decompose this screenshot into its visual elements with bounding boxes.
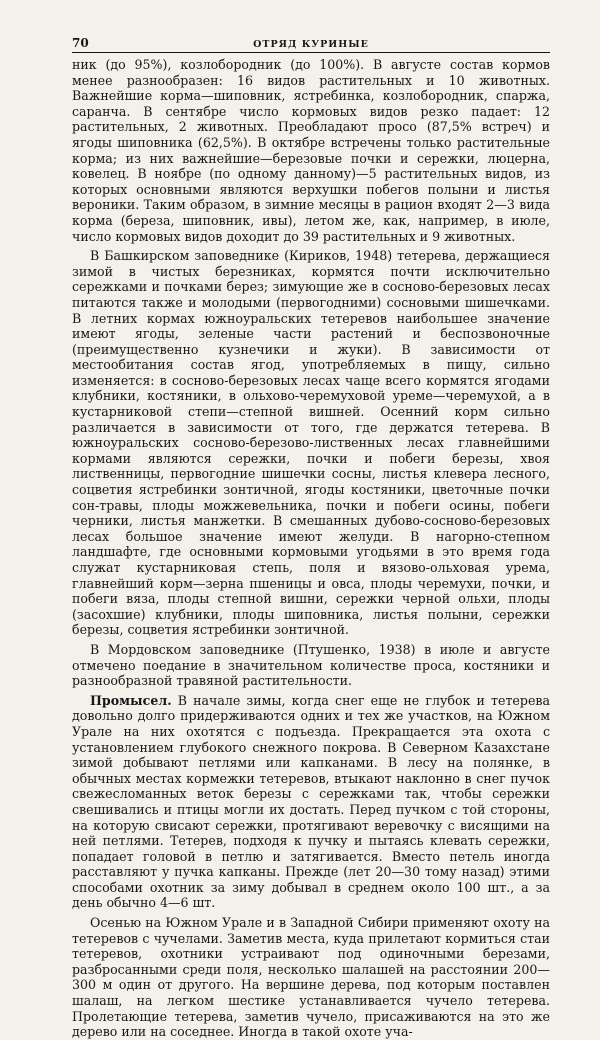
paragraph-text: В Мордовском заповеднике (Птушенко, 1938) в июле и августе отмечено поедание в значительном количестве проса, костяники и разнообразной травяной растительности. bbox=[72, 641, 550, 689]
paragraph-text: ник (до 95%), козлобородник (до 100%). В августе состав кормов менее разнообразен: 16 видов растительных и 10 животных. Важнейшие корма—шиповник, ястребинка, козлобородник, спаржа, саранча. В сентябре число кормовых видов резко падает: 12 растительных, 2 животных. Преобладают просо (87,5% встреч) и ягоды шиповника (62,5%). В октябре встречены только растительные корма; из них важнейшие—березовые почки и сережки, люцерна, ковелец. В ноябре (по одному данному)—5 растительных видов, из которых основными являются верхушки побегов полыни и листья вероники. Таким образом, в зимние месяцы в рацион входят 2—3 вида корма (береза, шиповник, ивы), летом же, как, например, в июле, число кормовых видов доходит до 39 растительных и 9 животных. bbox=[72, 57, 550, 244]
body-text bbox=[72, 57, 550, 1040]
running-title: ОТРЯД КУРИНЫЕ bbox=[253, 39, 369, 50]
page-header bbox=[72, 36, 550, 53]
paragraph-text: Осенью на Южном Урале и в Западной Сибири применяют охоту на тетеревов с чучелами. Заметив места, куда прилетают кормиться стаи тетеревов, охотники устраивают под одиночными березами, разбросанными среди поля, несколько шалашей на расстоянии 200—300 м один от другого. На вершине дерева, под которым поставлен шалаш, на легком шестике устанавливается чучело тетерева. Пролетающие тетерева, заметив чучело, присаживаются на это же дерево или на соседнее. Иногда в такой охоте уча- bbox=[72, 915, 550, 1040]
paragraph-mordovia-reserve bbox=[72, 642, 550, 689]
paragraph-text: В начале зимы, когда снег еще не глубок и тетерева довольно долго придерживаются одних и тех же участков, на Южном Урале на них охотятся с подъезда. Прекращается эта охота с установлением глубокого снежного покрова. В Северном Казахстане зимой добывают петлями или капканами. В лесу на полянке, в обычных местах кормежки тетеревов, втыкают наклонно в снег пучок свежесломанных веток березы с сережками так, чтобы сережки свешивались и птицы могли их достать. Перед пучком с той стороны, на которую свисают сережки, протягивают веревочку с висящими на ней петлями. Тетерев, подходя к пучку и пытаясь клевать сережки, попадает головой в петлю и затягивается. Вместо петель иногда расставляют у пучка капканы. Прежде (лет 20—30 тому назад) этими способами охотник за зиму добывал в среднем около 100 шт., а за день обычно 4—6 шт. bbox=[72, 692, 550, 911]
paragraph-text: В Башкирском заповеднике (Кириков, 1948) тетерева, держащиеся зимой в чистых березниках, кормятся почти исключительно сережками и почками берез; зимующие же в сосново-березовых лесах питаются также и молодыми (первогодними) сосновыми шишечками. В летних кормах южноуральских тетеревов наибольшее значение имеют ягоды, зеленые части растений и беспозвоночные (преимущественно кузнечики и жуки). В зависимости от местообитания состав ягод, употребляемых в пищу, сильно изменяется: в сосново-березовых лесах чаще всего кормятся ягодами клубники, костяники, в ольхово-черемуховой уреме—черемухой, а в кустарниковой степи—степной вишней. Осенний корм сильно различается в зависимости от того, где держатся тетерева. В южноуральских сосново-березово-лиственных лесах главнейшими кормами являются сережки, почки и побеги березы, хвоя лиственницы, первогодние шишечки сосны, листья клевера лесного, соцветия ястребинки зонтичной, ягоды костяники, цветочные почки сон-травы, плоды можжевельника, почки и побеги осины, побеги черники, листья манжетки. В смешанных дубово-сосново-березовых лесах большое значение имеют желуди. В нагорно-степном ландшафте, где основными кормовыми угодьями в это время года служат кустарниковая степь, поля и вязово-ольховая урема, главнейший корм—зерна пшеницы и овса, плоды черемухи, почки, и побеги вяза, плоды степной вишни, сережки черной ольхи, плоды (засохшие) клубники, плоды шиповника, листья полыни, сережки березы, соцветия ястребинки зонтичной. bbox=[72, 248, 550, 638]
paragraph-diet-seasonal bbox=[72, 57, 550, 244]
page-number: 70 bbox=[72, 36, 89, 50]
paragraph-decoy-hunting bbox=[72, 915, 550, 1040]
section-runin-heading: Промысел. bbox=[90, 692, 172, 708]
paragraph-bashkir-reserve bbox=[72, 248, 550, 638]
paragraph-hunting bbox=[72, 693, 550, 911]
book-page bbox=[72, 36, 550, 1040]
